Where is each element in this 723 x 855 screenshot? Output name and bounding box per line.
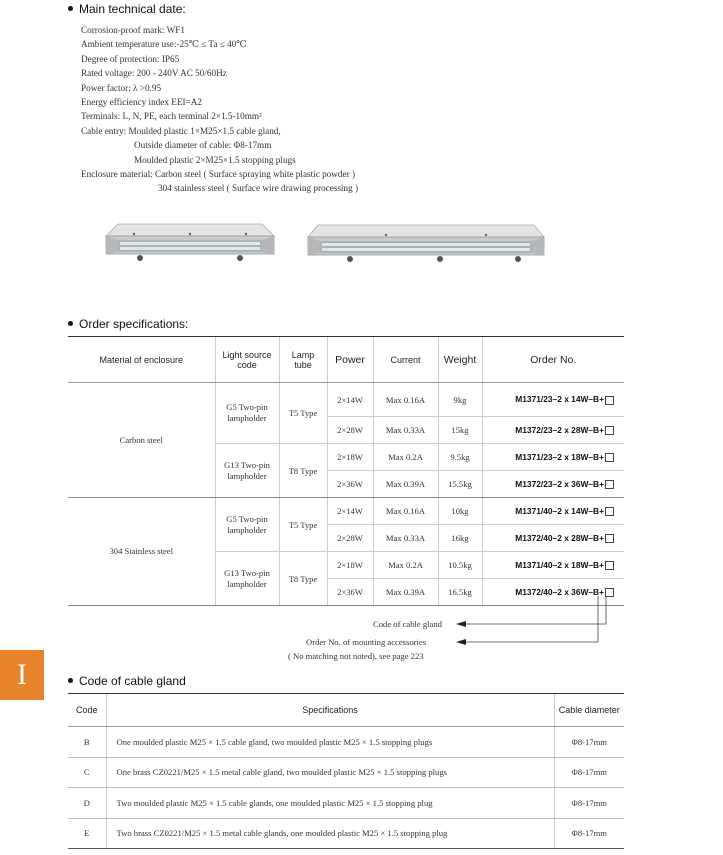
annotation-leaders — [440, 596, 620, 652]
tech-line: 304 stainless steel ( Surface wire drawing processing ) — [158, 183, 359, 194]
tech-line: Corrosion-proof mark: WF1 — [81, 25, 185, 35]
order-code-cell: M1371/40–2 x 18W–B+ — [482, 552, 624, 579]
current-cell: Max 0.39A — [373, 471, 438, 498]
order-code-cell: M1371/23–2 x 14W–B+ — [482, 383, 624, 417]
power-cell: 2×28W — [327, 417, 373, 444]
tech-line: Degree of protection: IP65 — [81, 53, 180, 64]
gland-diameter-cell: Φ8-17mm — [554, 818, 624, 849]
power-cell: 2×36W — [327, 579, 373, 606]
bullet-icon — [68, 6, 73, 11]
tech-line: Enclosure material: Carbon steel ( Surface spraying white plastic powder ) — [81, 169, 356, 180]
col-material: Material of enclosure — [68, 337, 215, 383]
lamp-image-long — [306, 221, 546, 271]
col-current: Current — [373, 337, 438, 383]
checkbox-icon — [605, 396, 614, 405]
gland-heading: Code of cable gland — [68, 674, 186, 688]
current-cell: Max 0.16A — [373, 498, 438, 525]
tech-spec-list — [81, 23, 358, 196]
gland-spec-cell: Two brass CZ0221/M25 × 1.5 metal cable glands, one moulded plastic M25 × 1.5 stopping plug — [106, 818, 554, 849]
weight-cell: 15kg — [438, 417, 482, 444]
tube-cell: T5 Type — [279, 498, 327, 552]
col-diameter: Cable diameter — [554, 694, 624, 727]
power-cell: 2×18W — [327, 444, 373, 471]
annotation-mounting: Order No. of mounting accessories — [306, 637, 427, 647]
weight-cell: 9.5kg — [438, 444, 482, 471]
gland-code-cell: E — [68, 818, 106, 849]
power-cell: 2×14W — [327, 383, 373, 417]
col-power: Power — [327, 337, 373, 383]
tech-line: Terminals: L, N, PE, each terminal 2×1.5-10mm² — [81, 111, 262, 122]
current-cell: Max 0.39A — [373, 579, 438, 606]
order-code-cell: M1371/40–2 x 14W–B+ — [482, 498, 624, 525]
table-row — [68, 818, 624, 849]
tech-line: Cable entry: Moulded plastic 1×M25×1.5 cable gland, — [81, 125, 281, 136]
gland-code-cell: D — [68, 788, 106, 819]
checkbox-icon — [605, 534, 614, 543]
order-code-cell: M1372/40–2 x 36W–B+ — [482, 579, 624, 606]
material-cell: 304 Stainless steel — [68, 498, 215, 606]
power-cell: 2×36W — [327, 471, 373, 498]
tube-cell: T5 Type — [279, 383, 327, 444]
weight-cell: 15.5kg — [438, 471, 482, 498]
light-source-cell: G13 Two-pin lampholder — [215, 444, 279, 498]
lamp-image-short — [104, 220, 276, 270]
col-weight: Weight — [438, 337, 482, 383]
bullet-icon — [68, 678, 73, 683]
current-cell: Max 0.33A — [373, 417, 438, 444]
gland-spec-cell: One moulded plastic M25 × 1.5 cable gland, two moulded plastic M25 × 1.5 stopping plugs — [106, 727, 554, 758]
light-source-cell: G5 Two-pin lampholder — [215, 498, 279, 552]
tech-line: Energy efficiency index EEI=A2 — [81, 97, 202, 108]
col-code: Code — [68, 694, 106, 727]
bullet-icon — [68, 321, 73, 326]
tech-line: Ambient temperature use:-25℃ ≤ Ta ≤ 40℃ — [81, 39, 247, 50]
col-order-no: Order No. — [482, 337, 624, 383]
checkbox-icon — [605, 426, 614, 435]
tube-cell: T8 Type — [279, 552, 327, 606]
tube-cell: T8 Type — [279, 444, 327, 498]
checkbox-icon — [605, 561, 614, 570]
current-cell: Max 0.16A — [373, 383, 438, 417]
section-tab: I — [0, 650, 44, 700]
current-cell: Max 0.2A — [373, 552, 438, 579]
gland-spec-cell: Two moulded plastic M25 × 1.5 cable glands, one moulded plastic M25 × 1.5 stopping plug — [106, 788, 554, 819]
order-code-cell: M1372/40–2 x 28W–B+ — [482, 525, 624, 552]
checkbox-icon — [605, 507, 614, 516]
gland-code-cell: C — [68, 757, 106, 788]
tech-line: Rated voltage: 200 - 240V AC 50/60Hz — [81, 68, 227, 79]
weight-cell: 16.5kg — [438, 579, 482, 606]
annotation-cable-gland: Code of cable gland — [373, 619, 442, 629]
col-spec: Specifications — [106, 694, 554, 727]
weight-cell: 9kg — [438, 383, 482, 417]
checkbox-icon — [605, 480, 614, 489]
gland-code-cell: B — [68, 727, 106, 758]
table-header-row — [68, 337, 624, 383]
gland-table — [68, 694, 624, 849]
annotation-mounting-note: ( No matching not noted), see page 223 — [288, 651, 424, 661]
current-cell: Max 0.33A — [373, 525, 438, 552]
weight-cell: 16kg — [438, 525, 482, 552]
gland-spec-cell: One brass CZ0221/M25 × 1.5 metal cable gland, two moulded plastic M25 × 1.5 stopping plugs — [106, 757, 554, 788]
gland-diameter-cell: Φ8-17mm — [554, 788, 624, 819]
power-cell: 2×14W — [327, 498, 373, 525]
table-row — [68, 727, 624, 758]
tech-line: Moulded plastic 2×M25×1.5 stopping plugs — [134, 154, 296, 165]
order-code-cell: M1372/23–2 x 28W–B+ — [482, 417, 624, 444]
col-light-source: Light source code — [215, 337, 279, 383]
col-lamp-tube: Lamp tube — [279, 337, 327, 383]
table-header-row — [68, 694, 624, 727]
order-heading: Order specifications: — [68, 317, 188, 331]
power-cell: 2×18W — [327, 552, 373, 579]
order-table — [68, 337, 624, 606]
table-row — [68, 498, 624, 525]
tech-heading: Main technical date: — [68, 2, 186, 16]
table-row — [68, 757, 624, 788]
material-cell: Carbon steel — [68, 383, 215, 498]
light-source-cell: G5 Two-pin lampholder — [215, 383, 279, 444]
order-code-cell: M1371/23–2 x 18W–B+ — [482, 444, 624, 471]
checkbox-icon — [605, 453, 614, 462]
weight-cell: 10kg — [438, 498, 482, 525]
order-code-cell: M1372/23–2 x 36W–B+ — [482, 471, 624, 498]
gland-diameter-cell: Φ8-17mm — [554, 727, 624, 758]
gland-diameter-cell: Φ8-17mm — [554, 757, 624, 788]
current-cell: Max 0.2A — [373, 444, 438, 471]
tech-line: Outside diameter of cable: Φ8-17mm — [134, 140, 272, 151]
power-cell: 2×28W — [327, 525, 373, 552]
light-source-cell: G13 Two-pin lampholder — [215, 552, 279, 606]
table-row — [68, 383, 624, 417]
weight-cell: 10.5kg — [438, 552, 482, 579]
table-row — [68, 788, 624, 819]
tech-line: Power factor: λ >0.95 — [81, 82, 162, 93]
